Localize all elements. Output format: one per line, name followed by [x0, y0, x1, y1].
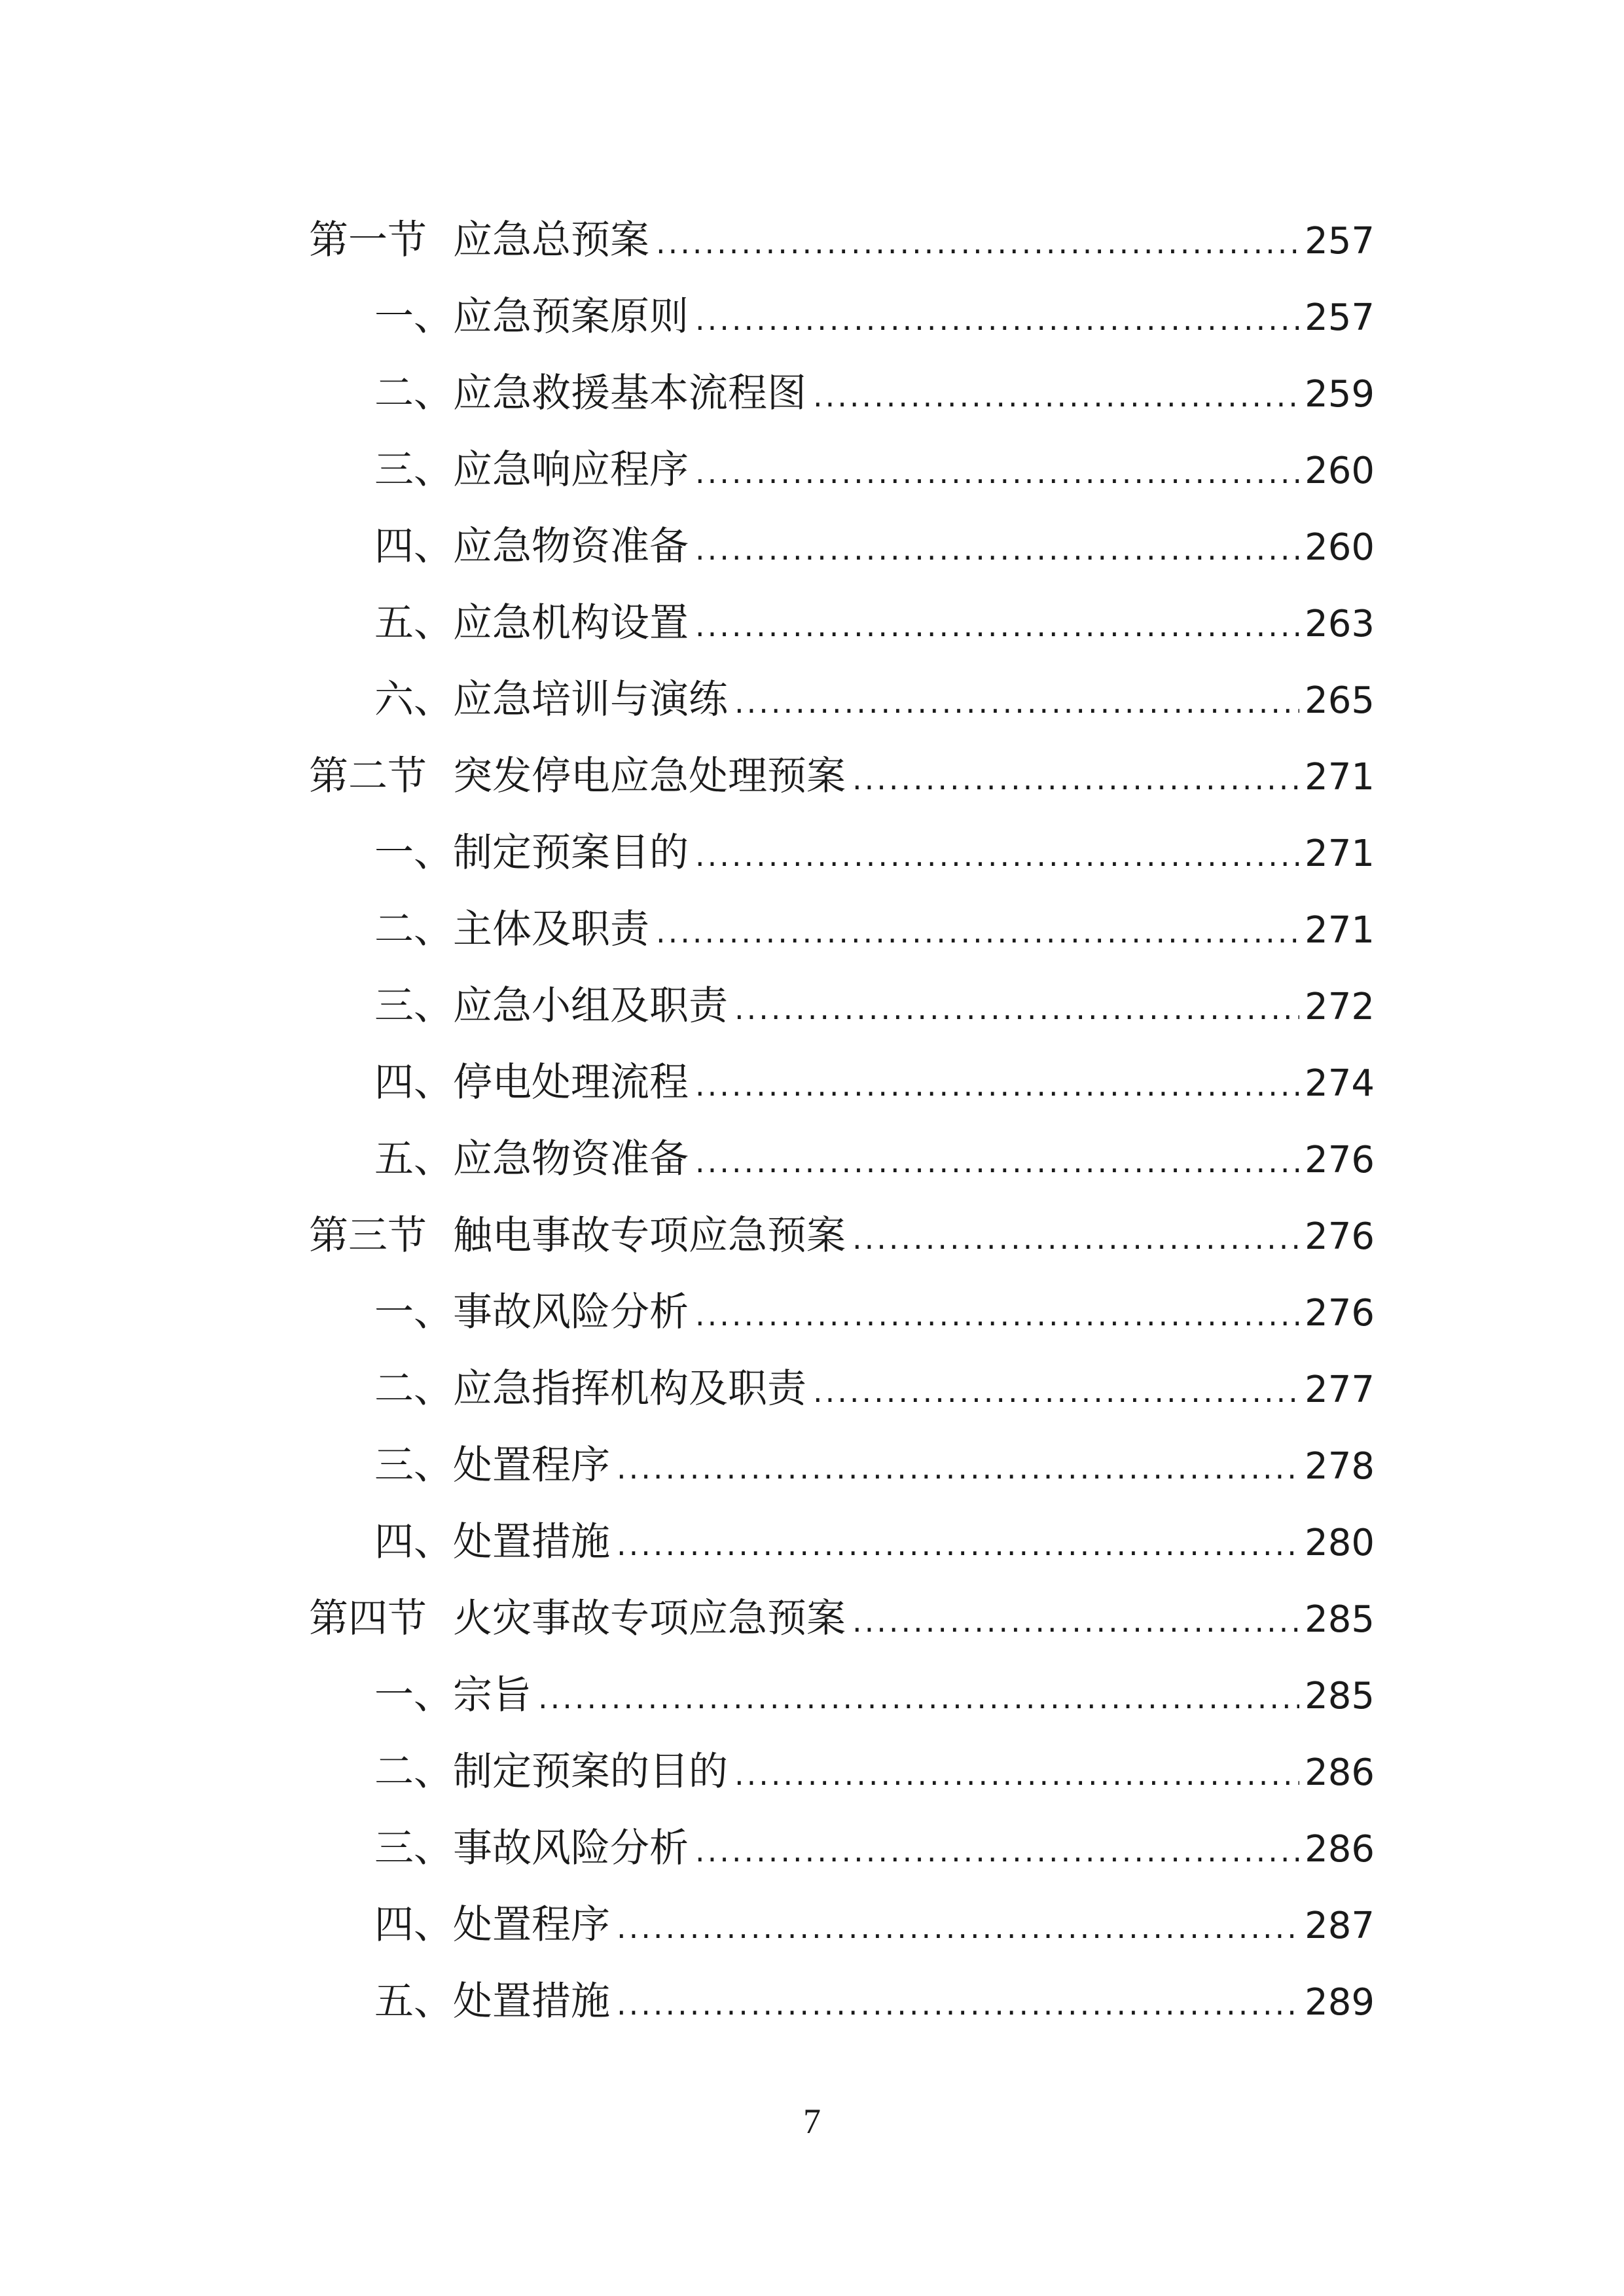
page-number: 271: [1305, 909, 1375, 952]
page-number: 265: [1305, 679, 1375, 722]
toc-entry[interactable]: [309, 1887, 1375, 1964]
page-folio-number: 7: [803, 2102, 821, 2141]
dot-leader: [617, 1430, 1299, 1507]
entry-title: 一、应急预案原则: [374, 294, 689, 340]
page-number: 286: [1305, 1751, 1375, 1794]
entry-title: 三、处置程序: [374, 1443, 610, 1488]
toc-entry[interactable]: [309, 509, 1375, 585]
page-number: 280: [1305, 1522, 1375, 1564]
dot-leader: [695, 1813, 1299, 1890]
entry-title: 四、停电处理流程: [374, 1060, 689, 1105]
entry-title: 二、应急救援基本流程图: [374, 370, 806, 416]
dot-leader: [695, 1277, 1299, 1354]
dot-leader: [656, 894, 1299, 971]
dot-leader: [617, 1890, 1299, 1966]
entry-title: 二、主体及职责: [374, 906, 649, 952]
dot-leader: [813, 1354, 1299, 1430]
dot-leader: [852, 1583, 1299, 1660]
entry-title: 四、处置措施: [374, 1519, 610, 1565]
page-number: 257: [1305, 220, 1375, 262]
toc-entry[interactable]: [309, 662, 1375, 738]
entry-title: 六、应急培训与演练: [374, 677, 728, 723]
page-number: 285: [1305, 1675, 1375, 1717]
toc-entry[interactable]: [309, 355, 1375, 432]
entry-title: 五、处置措施: [374, 1979, 610, 2024]
page-number: 271: [1305, 756, 1375, 798]
entry-title: 一、宗旨: [374, 1672, 532, 1718]
dot-leader: [617, 1507, 1299, 1583]
entry-title: 三、应急小组及职责: [374, 983, 728, 1029]
section-title: 触电事故专项应急预案: [453, 1213, 846, 1259]
dot-leader: [695, 1124, 1299, 1200]
dot-leader: [695, 511, 1299, 588]
page-number: 276: [1305, 1139, 1375, 1181]
toc-entry[interactable]: [309, 585, 1375, 662]
dot-leader: [538, 1660, 1299, 1736]
entry-title: 四、应急物资准备: [374, 524, 689, 569]
page-number: 260: [1305, 526, 1375, 569]
section-title: 应急总预案: [453, 217, 649, 263]
entry-title: 四、处置程序: [374, 1902, 610, 1948]
dot-leader: [813, 358, 1299, 435]
entry-title: 三、事故风险分析: [374, 1825, 689, 1871]
entry-title: 二、制定预案的目的: [374, 1749, 728, 1795]
dot-leader: [734, 664, 1299, 741]
dot-leader: [734, 1736, 1299, 1813]
toc-entry[interactable]: [309, 1121, 1375, 1198]
entry-title: 五、应急机构设置: [374, 600, 689, 646]
toc-section-heading[interactable]: [309, 1198, 1375, 1274]
toc-entry[interactable]: [309, 1045, 1375, 1121]
toc-entry[interactable]: [309, 1427, 1375, 1504]
page-number: 277: [1305, 1369, 1375, 1411]
entry-title: 五、应急物资准备: [374, 1136, 689, 1182]
page-number: 271: [1305, 833, 1375, 875]
toc-entry[interactable]: [309, 1734, 1375, 1810]
entry-title: 一、事故风险分析: [374, 1289, 689, 1335]
toc-section-heading[interactable]: [309, 202, 1375, 279]
page-number: 286: [1305, 1828, 1375, 1871]
page-number: 276: [1305, 1215, 1375, 1258]
page-number: 278: [1305, 1445, 1375, 1488]
toc-entry[interactable]: [309, 1964, 1375, 2040]
dot-leader: [852, 741, 1299, 817]
toc-entry[interactable]: [309, 1504, 1375, 1581]
toc-entry[interactable]: [309, 1810, 1375, 1887]
page-number: 263: [1305, 603, 1375, 645]
dot-leader: [656, 205, 1299, 281]
toc-entry[interactable]: [309, 968, 1375, 1045]
dot-leader: [695, 281, 1299, 358]
page-number: 289: [1305, 1981, 1375, 2024]
section-title: 火灾事故专项应急预案: [453, 1596, 846, 1641]
section-number: 第四节: [309, 1596, 427, 1641]
toc-entry[interactable]: [309, 432, 1375, 509]
toc-entry[interactable]: [309, 1274, 1375, 1351]
dot-leader: [695, 817, 1299, 894]
page-number: 257: [1305, 296, 1375, 339]
entry-title: 二、应急指挥机构及职责: [374, 1366, 806, 1412]
dot-leader: [617, 1966, 1299, 2043]
toc-entry[interactable]: [309, 1657, 1375, 1734]
dot-leader: [695, 1047, 1299, 1124]
page-number: 260: [1305, 450, 1375, 492]
entry-title: 三、应急响应程序: [374, 447, 689, 493]
section-number: 第一节: [309, 217, 427, 263]
toc-section-heading[interactable]: [309, 738, 1375, 815]
page-number: 276: [1305, 1292, 1375, 1335]
table-of-contents: [309, 202, 1375, 2040]
dot-leader: [734, 971, 1299, 1047]
section-title: 突发停电应急处理预案: [453, 753, 846, 799]
dot-leader: [852, 1200, 1299, 1277]
toc-entry[interactable]: [309, 1351, 1375, 1427]
section-number: 第二节: [309, 753, 427, 799]
page-number: 272: [1305, 986, 1375, 1028]
dot-leader: [695, 435, 1299, 511]
page-number: 287: [1305, 1905, 1375, 1947]
toc-entry[interactable]: [309, 279, 1375, 355]
page-number: 259: [1305, 373, 1375, 416]
page-number: 285: [1305, 1598, 1375, 1641]
page-number: 274: [1305, 1062, 1375, 1105]
section-number: 第三节: [309, 1213, 427, 1259]
toc-entry[interactable]: [309, 891, 1375, 968]
entry-title: 一、制定预案目的: [374, 830, 689, 876]
toc-entry[interactable]: [309, 815, 1375, 891]
toc-section-heading[interactable]: [309, 1581, 1375, 1657]
dot-leader: [695, 588, 1299, 664]
